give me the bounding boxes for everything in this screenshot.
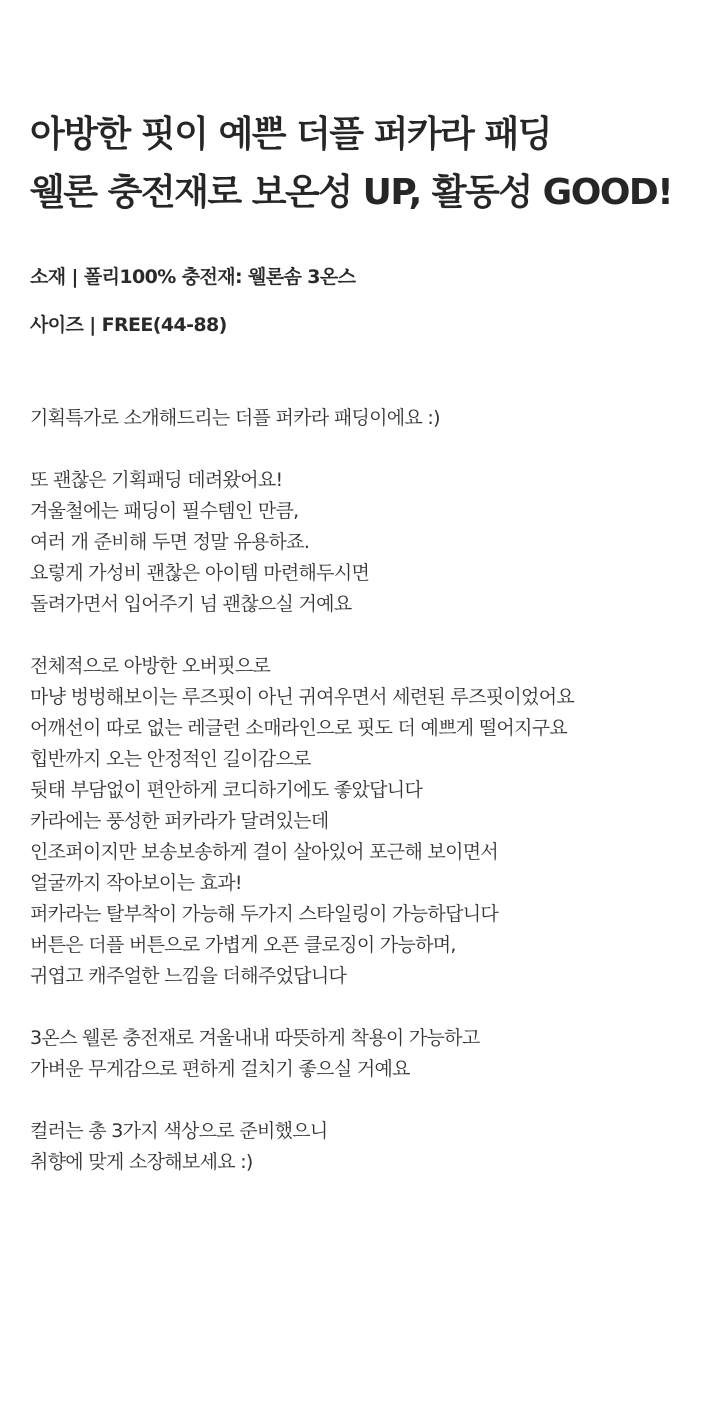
text-line: 퍼카라는 탈부착이 가능해 두가지 스타일링이 가능하답니다 [30, 903, 499, 925]
paragraph-recommendation [30, 465, 710, 620]
text-line: 마냥 벙벙해보이는 루즈핏이 아닌 귀여우면서 세련된 루즈핏이었어요 [30, 686, 575, 708]
text-line: 돌려가면서 입어주기 넘 괜찮으실 거예요 [30, 593, 352, 615]
text-line: 3온스 웰론 충전재로 겨울내내 따뜻하게 착용이 가능하고 [30, 1027, 480, 1049]
text-line: 요렇게 가성비 괜찮은 아이템 마련해두시면 [30, 562, 370, 584]
paragraph-colors [30, 1116, 710, 1178]
paragraph-fit-details [30, 651, 710, 992]
product-description [30, 0, 710, 1209]
text-line: 힙반까지 오는 안정적인 길이감으로 [30, 748, 311, 770]
text-line: 얼굴까지 작아보이는 효과! [30, 872, 242, 894]
text-line: 전체적으로 아방한 오버핏으로 [30, 655, 271, 677]
text-line: 여러 개 준비해 두면 정말 유용하죠. [30, 531, 310, 553]
text-line: 뒷태 부담없이 편안하게 코디하기에도 좋았답니다 [30, 779, 423, 801]
text-line: 취향에 맞게 소장해보세요 :) [30, 1151, 253, 1173]
spec-material: 소재 | 폴리100% 충전재: 웰론솜 3온스 [30, 266, 356, 288]
text-line: 귀엽고 캐주얼한 느낌을 더해주었답니다 [30, 965, 347, 987]
text-line: 겨울철에는 패딩이 필수템인 만큼, [30, 500, 299, 522]
headline-line-2: 웰론 충전재로 보온성 UP, 활동성 GOOD! [30, 172, 673, 213]
text-line: 컬러는 총 3가지 색상으로 준비했으니 [30, 1120, 328, 1142]
spec-size: 사이즈 | FREE(44-88) [30, 314, 227, 336]
description-body [30, 403, 710, 1178]
text-line: 카라에는 풍성한 퍼카라가 달려있는데 [30, 810, 329, 832]
text-line: 어깨선이 따로 없는 레글런 소매라인으로 핏도 더 예쁘게 떨어지구요 [30, 717, 568, 739]
text-line: 기획특가로 소개해드리는 더플 퍼카라 패딩이에요 :) [30, 407, 440, 429]
paragraph-intro [30, 403, 710, 434]
text-line: 인조퍼이지만 보송보송하게 결이 살아있어 포근해 보이면서 [30, 841, 499, 863]
headline-line-1: 아방한 핏이 예쁜 더플 퍼카라 패딩 [30, 114, 552, 155]
spec-list [30, 265, 710, 337]
text-line: 가벼운 무게감으로 편하게 걸치기 좋으실 거예요 [30, 1058, 410, 1080]
text-line: 버튼은 더플 버튼으로 가볍게 오픈 클로징이 가능하며, [30, 934, 456, 956]
text-line: 또 괜찮은 기획패딩 데려왔어요! [30, 469, 283, 491]
paragraph-padding-info [30, 1023, 710, 1085]
headline [30, 0, 710, 222]
